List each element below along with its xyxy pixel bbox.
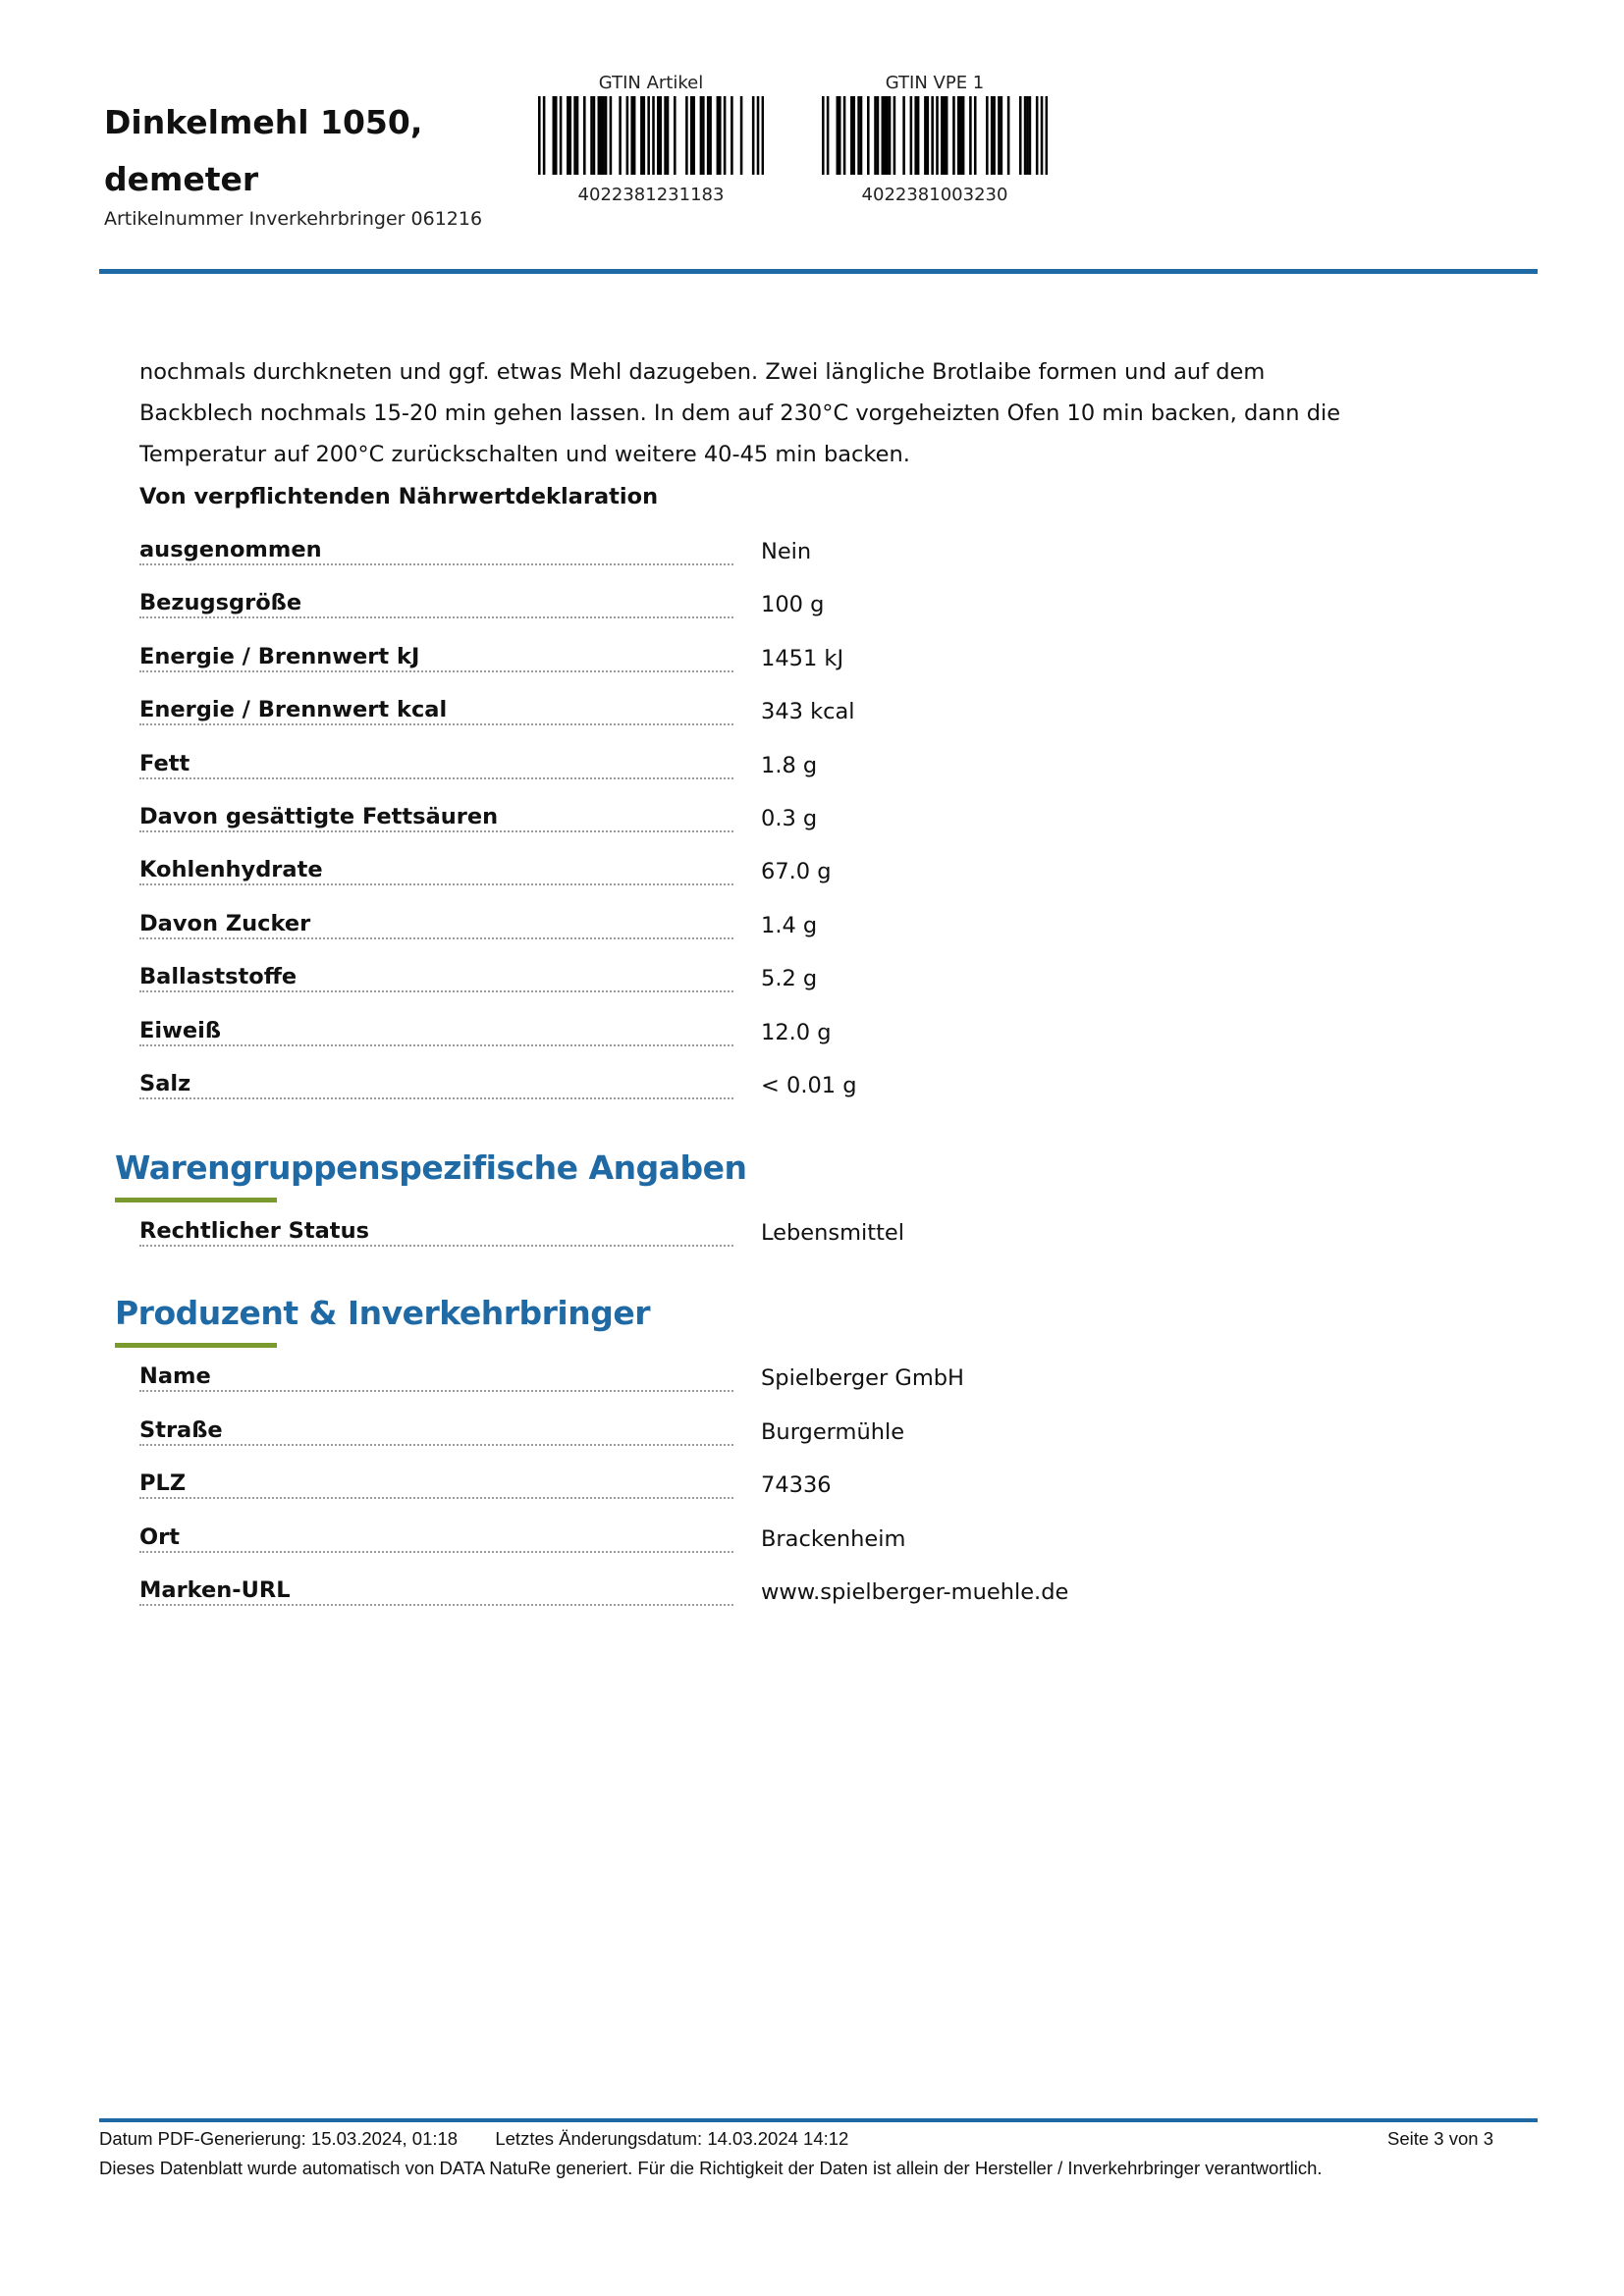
row-value: Lebensmittel <box>761 1220 904 1246</box>
barcode-bar <box>1007 96 1010 175</box>
dot-leader <box>139 1444 733 1446</box>
barcode-bar <box>602 96 605 175</box>
dot-leader <box>139 723 733 725</box>
dot-leader <box>139 777 733 779</box>
dot-leader <box>139 563 733 565</box>
barcode-bar <box>702 96 705 175</box>
barcode-bar <box>598 96 601 175</box>
barcode-bar <box>1001 96 1003 175</box>
row-key: Davon gesättigte Fettsäuren <box>139 804 504 829</box>
barcode-bar <box>959 96 962 175</box>
dot-leader <box>139 670 733 672</box>
row-value: 1451 kJ <box>761 646 844 671</box>
barcode-bar <box>659 96 662 175</box>
dot-leader <box>139 1604 733 1606</box>
barcode-bar <box>867 96 870 175</box>
barcode-bar <box>707 96 710 175</box>
row-key: Kohlenhydrate <box>139 857 329 882</box>
product-title-line1: Dinkelmehl 1050, <box>104 103 423 141</box>
dot-leader <box>139 1245 733 1247</box>
section-underline <box>115 1343 277 1348</box>
barcode-bar <box>757 96 760 175</box>
barcode-bar <box>709 96 712 175</box>
barcode-bar <box>843 96 846 175</box>
product-title <box>104 94 516 208</box>
row-key: Energie / Brennwert kcal <box>139 697 453 722</box>
dot-leader <box>139 616 733 618</box>
row-key: Salz <box>139 1071 196 1096</box>
article-number: Artikelnummer Inverkehrbringer 061216 <box>104 208 483 230</box>
producer-row <box>139 1363 1219 1403</box>
barcode-bar <box>619 96 622 175</box>
barcode-gtin-article <box>528 73 774 205</box>
barcode-bar <box>1041 96 1044 175</box>
last-change-date: Letztes Änderungsdatum: 14.03.2024 14:12 <box>495 2128 849 2149</box>
preparation-text <box>139 351 1416 475</box>
barcode-bar <box>927 96 930 175</box>
dot-leader <box>139 1390 733 1392</box>
row-key: PLZ <box>139 1470 191 1496</box>
barcode-bar <box>740 96 743 175</box>
row-value: 343 kcal <box>761 699 855 724</box>
barcode-bar <box>724 96 727 175</box>
barcode-bar <box>630 96 633 175</box>
barcode-bar <box>568 96 571 175</box>
barcode-label: GTIN VPE 1 <box>885 73 985 93</box>
footer-meta <box>99 2128 1493 2150</box>
footer-divider <box>99 2118 1538 2122</box>
barcode-bar <box>917 96 920 175</box>
barcode-bar <box>969 96 972 175</box>
nutrition-row <box>139 644 1219 683</box>
barcode-bar <box>884 96 887 175</box>
row-key: Bezugsgröße <box>139 590 307 615</box>
barcode-bar <box>664 96 667 175</box>
nutrition-exemption-heading: Von verpflichtenden Nährwertdeklaration <box>139 484 659 509</box>
row-value: 1.4 g <box>761 913 818 938</box>
nutrition-row <box>139 857 1219 896</box>
row-key: Energie / Brennwert kJ <box>139 644 425 669</box>
row-value: 67.0 g <box>761 859 832 884</box>
producer-row <box>139 1524 1219 1564</box>
dot-leader <box>139 883 733 885</box>
barcode-bar <box>893 96 896 175</box>
barcode-bar <box>752 96 755 175</box>
barcode-bar <box>583 96 586 175</box>
barcode-bar <box>860 96 863 175</box>
barcode-bar <box>555 96 558 175</box>
footer-disclaimer: Dieses Datenblatt wurde automatisch von DATA NatuRe generiert. Für die Richtigkeit der Daten ist allein der Hersteller / Inverkehrbringer verantwortlich. <box>99 2158 1323 2178</box>
dot-leader <box>139 1097 733 1099</box>
barcode-bar <box>986 96 989 175</box>
row-value: 12.0 g <box>761 1020 832 1045</box>
generation-date: Datum PDF-Generierung: 15.03.2024, 01:18 <box>99 2128 459 2149</box>
row-key: Ballaststoffe <box>139 964 302 989</box>
row-key: Straße <box>139 1417 229 1443</box>
row-value: 100 g <box>761 592 825 617</box>
dot-leader <box>139 1044 733 1046</box>
barcode-bar <box>573 96 576 175</box>
barcode-bar <box>924 96 927 175</box>
barcode-bar <box>998 96 1001 175</box>
barcode-bar <box>877 96 880 175</box>
row-key: ausgenommen <box>139 537 328 562</box>
barcode-bar <box>567 96 569 175</box>
dot-leader <box>139 1497 733 1499</box>
barcode-bar <box>605 96 608 175</box>
section-title-producer: Produzent & Inverkehrbringer <box>115 1294 650 1332</box>
barcode-number: 4022381003230 <box>861 185 1008 205</box>
row-key: Ort <box>139 1524 186 1550</box>
barcode-bar <box>957 96 960 175</box>
barcode-bar <box>914 96 917 175</box>
barcode-bar <box>910 96 913 175</box>
nutrition-row <box>139 1071 1219 1110</box>
row-key: Name <box>139 1363 217 1389</box>
barcode-bar <box>652 96 655 175</box>
barcode-gtin-vpe <box>812 73 1057 205</box>
barcode-image <box>822 96 1048 175</box>
row-value: 5.2 g <box>761 966 818 991</box>
barcode-bar <box>553 96 556 175</box>
barcode-bar <box>946 96 948 175</box>
nutrition-row <box>139 537 1219 576</box>
barcode-bar <box>667 96 670 175</box>
barcode-bar <box>626 96 629 175</box>
nutrition-row <box>139 751 1219 790</box>
barcode-bar <box>874 96 877 175</box>
barcode-bar <box>1024 96 1027 175</box>
barcode-bar <box>719 96 722 175</box>
row-key: Davon Zucker <box>139 911 316 936</box>
barcode-bar <box>674 96 677 175</box>
barcode-bar <box>952 96 955 175</box>
barcode-bar <box>941 96 944 175</box>
dot-leader <box>139 830 733 832</box>
section-title-goods: Warengruppenspezifische Angaben <box>115 1148 747 1187</box>
header-divider <box>99 269 1538 274</box>
nutrition-row <box>139 911 1219 950</box>
barcode-bar <box>936 96 939 175</box>
barcode-bar <box>657 96 660 175</box>
nutrition-row <box>139 590 1219 629</box>
row-key: Rechtlicher Status <box>139 1218 375 1244</box>
barcode-bar <box>850 96 853 175</box>
nutrition-row <box>139 1018 1219 1057</box>
row-value: Spielberger GmbH <box>761 1365 964 1391</box>
row-key: Marken-URL <box>139 1577 297 1603</box>
section-underline <box>115 1198 277 1202</box>
barcode-bar <box>717 96 720 175</box>
barcode-bar <box>1019 96 1022 175</box>
barcode-bar <box>852 96 855 175</box>
barcode-bar <box>1036 96 1039 175</box>
barcode-bar <box>600 96 603 175</box>
barcode-bar <box>827 96 830 175</box>
dot-leader <box>139 937 733 939</box>
barcode-bar <box>610 96 613 175</box>
dot-leader <box>139 990 733 992</box>
barcode-bar <box>882 96 885 175</box>
barcode-bar <box>837 96 839 175</box>
preparation-line: Backblech nochmals 15-20 min gehen lassen. In dem auf 230°C vorgeheizten Ofen 10 min backen, dann die <box>139 400 1341 426</box>
barcode-bar <box>700 96 703 175</box>
nutrition-row <box>139 964 1219 1003</box>
barcode-bar <box>560 96 563 175</box>
barcode-bar <box>991 96 994 175</box>
nutrition-row <box>139 804 1219 843</box>
preparation-line: Temperatur auf 200°C zurückschalten und weitere 40-45 min backen. <box>139 442 910 467</box>
barcode-bar <box>993 96 996 175</box>
barcode-bar <box>633 96 636 175</box>
barcode-bar <box>822 96 825 175</box>
producer-row <box>139 1577 1219 1617</box>
barcode-bar <box>538 96 541 175</box>
barcode-image <box>538 96 764 175</box>
barcode-bar <box>543 96 546 175</box>
barcode-bar <box>1029 96 1032 175</box>
row-value: Nein <box>761 539 812 564</box>
dot-leader <box>139 1551 733 1553</box>
barcode-bar <box>1046 96 1048 175</box>
row-key: Eiweiß <box>139 1018 227 1043</box>
row-value: Burgermühle <box>761 1419 905 1445</box>
goods-row <box>139 1218 1219 1257</box>
row-value: 1.8 g <box>761 753 818 778</box>
barcode-bar <box>886 96 889 175</box>
barcode-bar <box>943 96 946 175</box>
row-value: < 0.01 g <box>761 1073 857 1098</box>
preparation-line: nochmals durchkneten und ggf. etwas Mehl dazugeben. Zwei längliche Brotlaibe formen und auf dem <box>139 359 1266 385</box>
row-value: 0.3 g <box>761 806 818 831</box>
page-number: Seite 3 von 3 <box>1387 2128 1493 2149</box>
barcode-bar <box>974 96 977 175</box>
barcode-bar <box>692 96 695 175</box>
producer-row <box>139 1470 1219 1510</box>
row-key: Fett <box>139 751 195 776</box>
barcode-bar <box>1026 96 1029 175</box>
row-value: 74336 <box>761 1472 832 1498</box>
barcode-bar <box>931 96 934 175</box>
product-title-line2: demeter <box>104 160 259 198</box>
barcode-bar <box>902 96 905 175</box>
barcode-bar <box>762 96 764 175</box>
brand-url[interactable]: www.spielberger-muehle.de <box>761 1579 1069 1605</box>
barcode-bar <box>640 96 643 175</box>
barcode-bar <box>962 96 965 175</box>
barcode-bar <box>889 96 892 175</box>
barcode-bar <box>690 96 693 175</box>
barcode-number: 4022381231183 <box>577 185 725 205</box>
producer-row <box>139 1417 1219 1457</box>
barcode-bar <box>685 96 688 175</box>
barcode-bar <box>857 96 860 175</box>
barcode-bar <box>593 96 596 175</box>
barcode-bar <box>839 96 841 175</box>
barcode-bar <box>647 96 650 175</box>
barcode-bar <box>643 96 646 175</box>
barcode-bar <box>590 96 593 175</box>
barcode-bar <box>576 96 579 175</box>
barcode-bar <box>731 96 733 175</box>
row-value: Brackenheim <box>761 1526 906 1552</box>
barcode-label: GTIN Artikel <box>598 73 704 93</box>
nutrition-row <box>139 697 1219 736</box>
